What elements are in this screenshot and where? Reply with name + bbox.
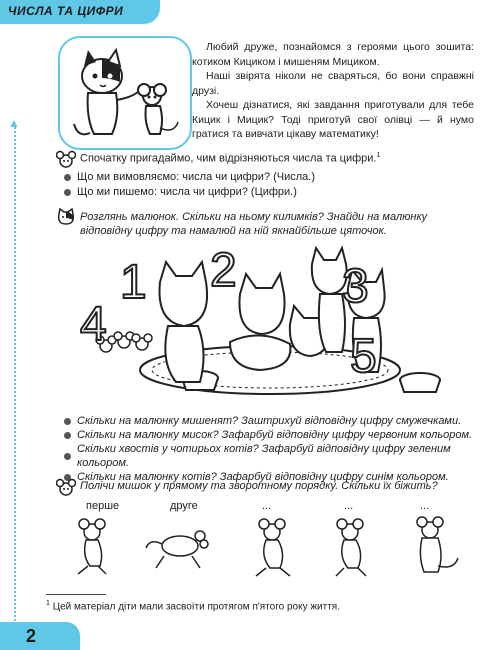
bullet-text: Що ми вимовляємо: числа чи цифри? (Числа.) [77,171,316,183]
bullet-dot [64,453,71,460]
bullet-dot [64,432,71,439]
page-title: ЧИСЛА ТА ЦИФРИ [8,4,124,18]
characters-bubble [58,36,192,150]
ordinal-label: ... [344,500,354,512]
digit-1: 1 [120,256,147,309]
bullet-dot [64,174,71,181]
page-number-tab [0,622,80,650]
footnote-marker: 1 [376,152,381,159]
page-number: 2 [26,626,37,646]
digit-5: 5 [350,330,377,383]
task1-text: Спочатку пригадаймо, чим відрізняються числа та цифри. [80,152,377,165]
running-mice-illustration [60,516,490,580]
bullet-text: Що ми пишемо: числа чи цифри? (Цифри.) [77,186,297,198]
intro-paragraph: Любий друже, познайомся з героями цього зошита: котиком Кициком і мишеням Мициком. [192,41,474,68]
digit-4: 4 [80,298,107,351]
footnote [46,600,340,612]
bullet-text: Скільки на малюнку котів? Зафарбуй відповідну цифру синім кольором. [77,471,449,483]
ordinal-label: ... [262,500,272,512]
footnote-divider [46,594,106,595]
ordinal-label: ... [420,500,430,512]
list-item [64,185,315,200]
margin-dotted-line [14,124,16,624]
bullet-text: Скільки на малюнку мишенят? Заштрихуй відповідну цифру смужечками. [77,415,462,427]
list-item [64,414,499,428]
mouse-head-icon [56,478,76,501]
list-item [64,170,315,185]
cats-on-rug-illustration [80,242,450,402]
footnote-marker: 1 [46,600,50,607]
task2-prompt: Розглянь малюнок. Скільки на ньому килимків? Знайди на малюнку відповідну цифру та намалюй на ній якнайбільше цяточок. [80,211,428,237]
task1-bullets [64,170,315,200]
digit-2: 2 [210,244,237,297]
task2-bullets [64,414,499,484]
task3-prompt: Полічи мишок у прямому та зворотному порядку. Скільки їх біжить? [80,480,438,492]
intro-text [192,40,474,142]
arrow-up-icon: ▲ [8,116,20,130]
cat-head-icon [56,208,76,231]
bullet-dot [64,418,71,425]
intro-paragraph: Хочеш дізнатися, які завдання приготували для тебе Кицик і Мицик? Тоді приготуй свої олівці — й нумо гратися та вивчати цікаву математику! [192,99,474,140]
bullet-text: Скільки хвостів у чотирьох котів? Зафарбуй відповідну цифру зеленим кольором. [77,443,451,469]
footnote-text: Цей матеріал діти мали засвоїти протягом п'ятого року життя. [52,601,340,613]
bullet-text: Скільки на малюнку мисок? Зафарбуй відповідну цифру червоним кольором. [77,429,473,441]
intro-paragraph: Наші звірята ніколи не сваряться, бо вони справжні друзі. [192,70,474,97]
ordinal-label: перше [86,500,120,512]
list-item [64,428,499,442]
task1-prompt [80,152,380,165]
bullet-dot [64,189,71,196]
digit-3: 3 [342,260,369,313]
cat-and-mouse-illustration [60,38,190,148]
list-item [64,442,499,470]
ordinal-label: друге [170,500,198,512]
